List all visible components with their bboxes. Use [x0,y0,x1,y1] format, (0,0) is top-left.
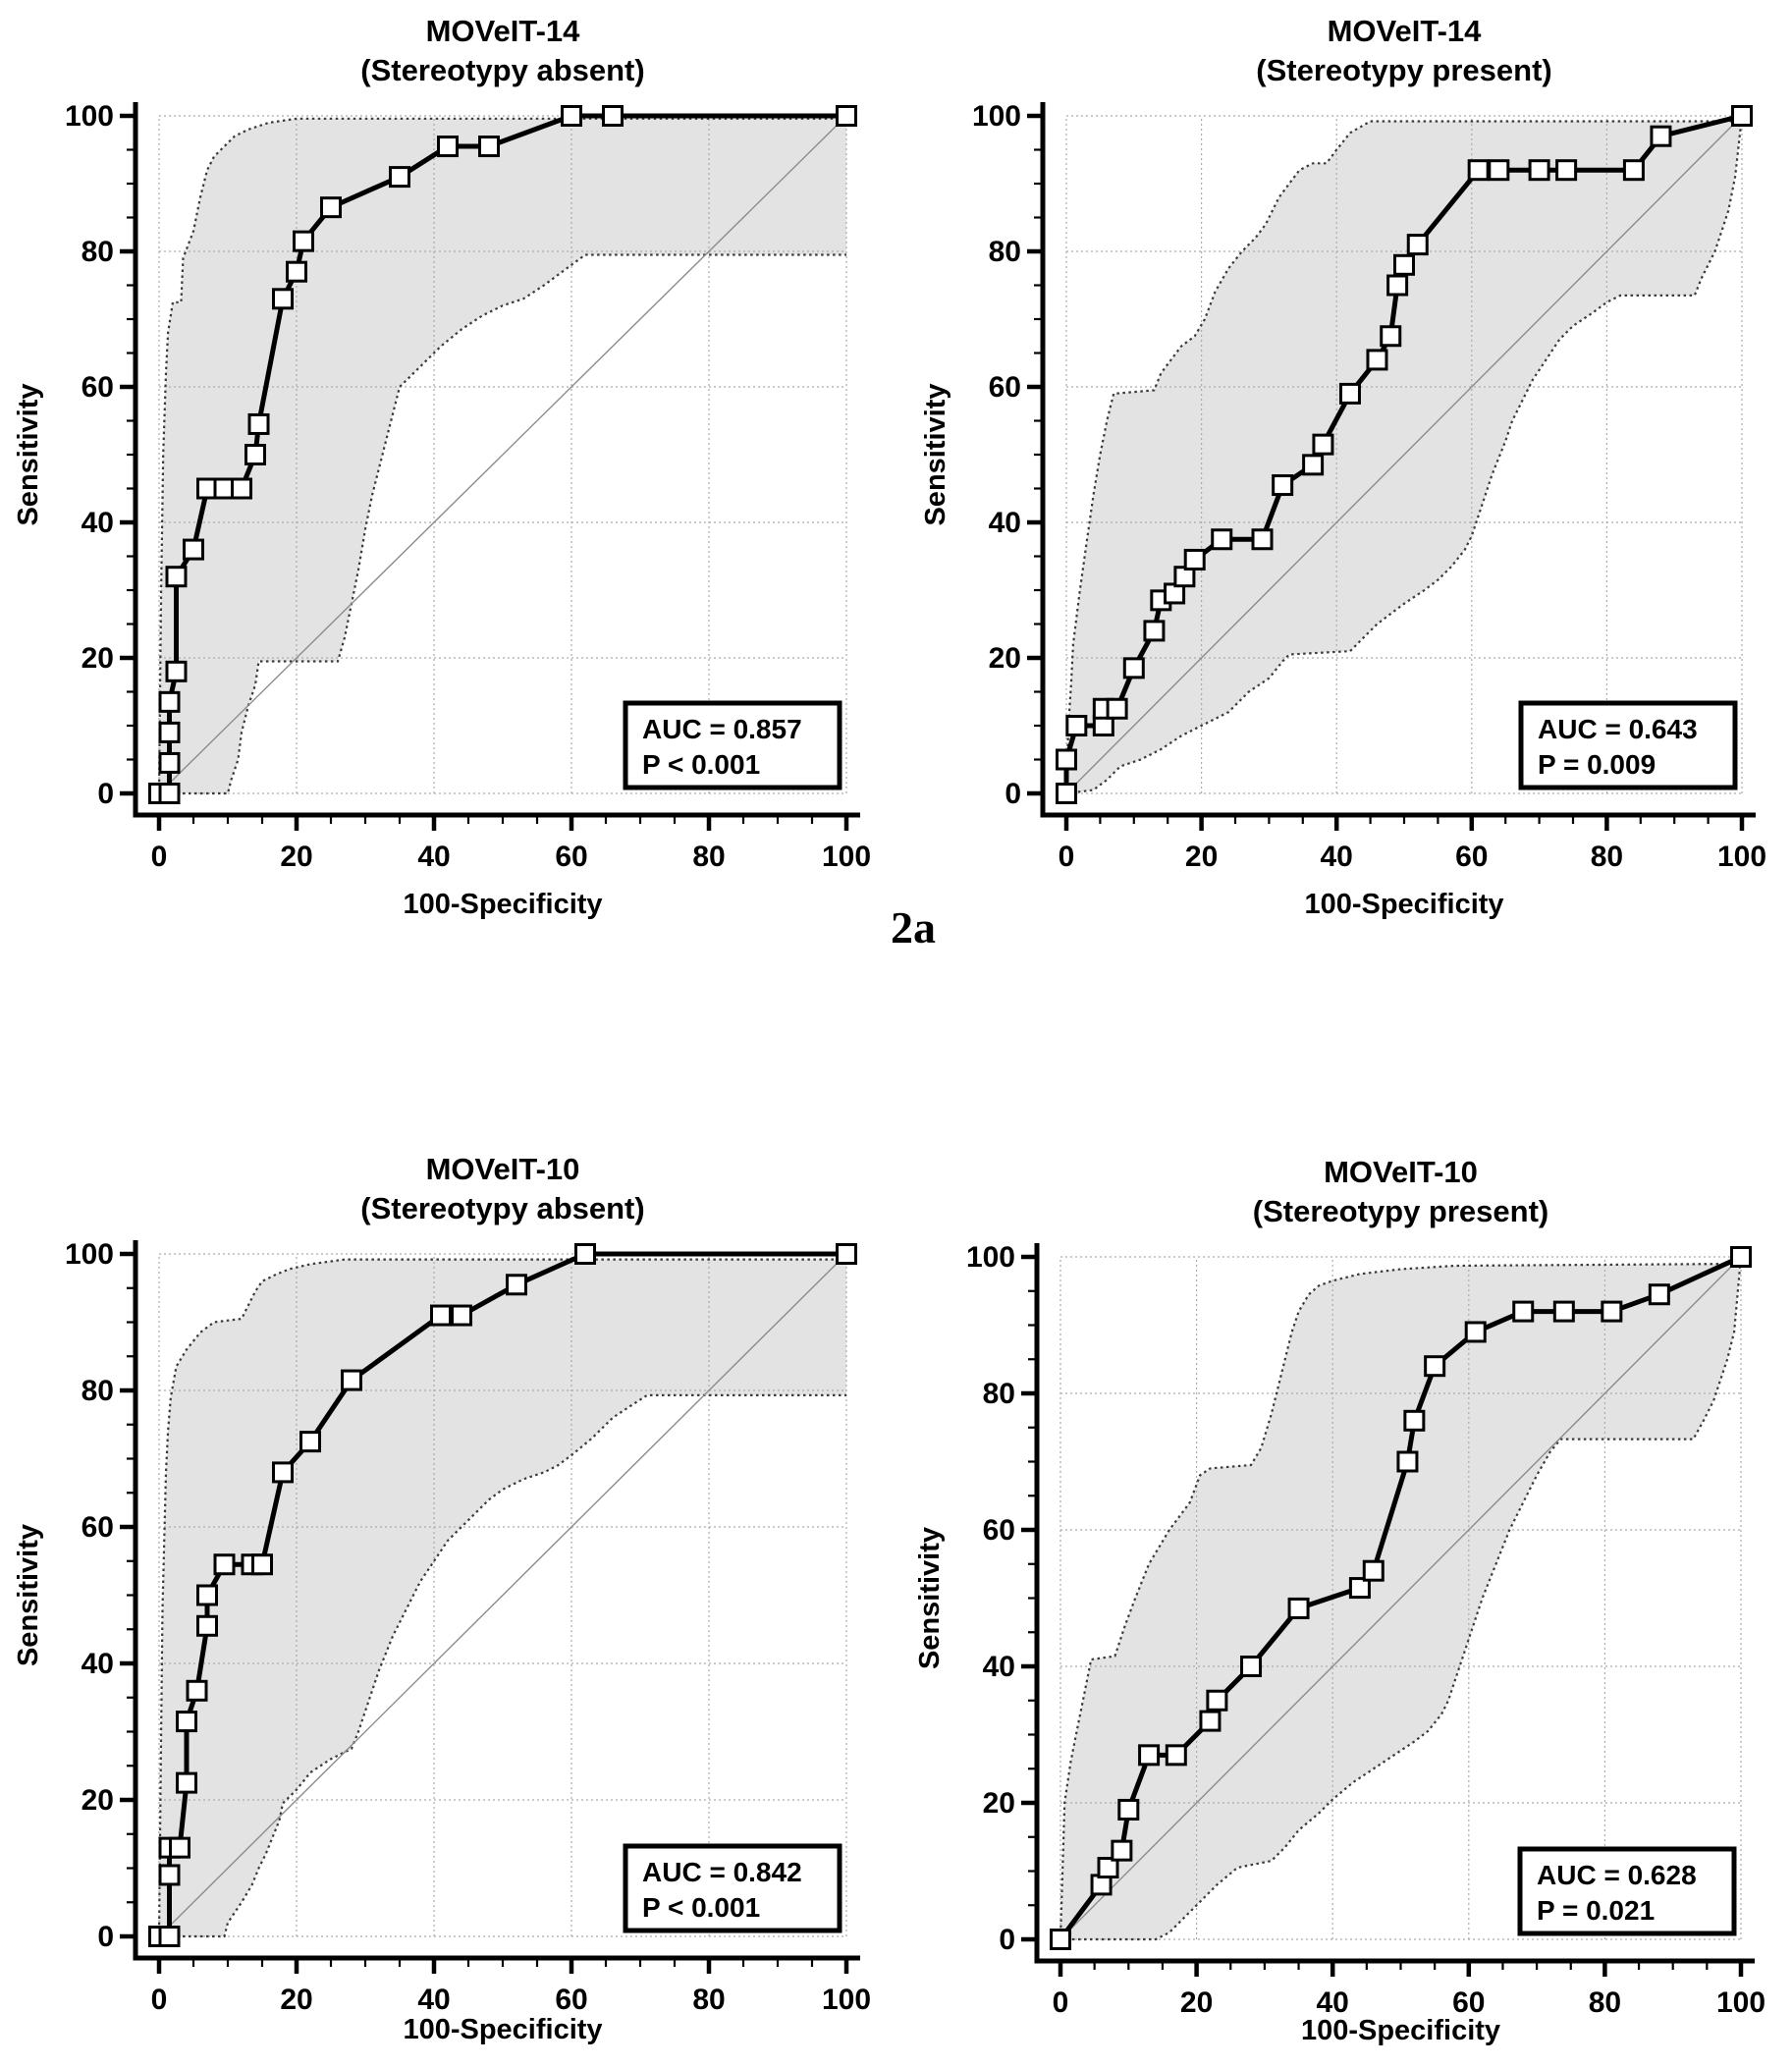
y-tick-label: 0 [97,778,114,810]
roc-marker [160,723,179,741]
roc-marker [160,1866,179,1884]
y-tick-label: 40 [988,507,1021,539]
roc-marker [274,290,293,308]
roc-marker [233,479,251,498]
chart-title: MOVeIT-14 [1327,14,1482,48]
roc-marker [1119,1800,1138,1819]
roc-marker [198,1616,217,1635]
x-tick-label: 100 [821,1984,872,2016]
y-tick-label: 60 [982,1514,1015,1547]
x-tick-label: 80 [1588,1986,1622,2019]
roc-chart-moveit10-stereotypy-present [896,1139,1792,2062]
x-axis-title: 100-Specificity [403,2014,603,2045]
y-tick-label: 40 [81,1648,114,1680]
p-value: P < 0.001 [642,749,761,780]
y-tick-label: 60 [81,371,114,404]
p-value: P = 0.021 [1537,1895,1656,1926]
roc-marker [343,1371,361,1389]
roc-marker [563,107,581,126]
chart-subtitle: (Stereotypy present) [1252,1194,1549,1228]
y-tick-label: 80 [81,236,114,268]
roc-marker [1733,107,1752,126]
roc-marker [432,1306,451,1325]
x-tick-label: 20 [280,1984,313,2016]
roc-marker [1624,161,1643,180]
roc-marker [1514,1302,1533,1321]
roc-marker [508,1276,526,1294]
roc-chart-moveit14-stereotypy-absent [0,0,896,943]
chart-title: MOVeIT-10 [1324,1155,1478,1189]
y-tick-label: 80 [982,1378,1015,1410]
roc-marker [480,137,499,156]
roc-marker [453,1306,471,1325]
roc-marker [1289,1599,1308,1617]
x-tick-label: 60 [555,1984,588,2016]
auc-value: AUC = 0.643 [1538,714,1698,744]
y-tick-label: 0 [1005,778,1021,810]
roc-marker [1145,622,1164,640]
x-tick-label: 60 [555,841,588,873]
chart-title: MOVeIT-10 [425,1152,580,1186]
roc-marker [1340,384,1359,403]
roc-marker [1201,1712,1220,1730]
roc-marker [1242,1658,1261,1676]
roc-marker [215,1555,234,1574]
x-axis-title: 100-Specificity [403,889,603,920]
roc-marker [1052,1931,1070,1949]
y-tick-label: 20 [988,642,1021,675]
x-tick-label: 0 [150,841,168,873]
roc-marker [1185,550,1204,569]
roc-plot-moveit14-present [896,0,1792,943]
roc-marker [1426,1357,1444,1376]
roc-marker [1208,1691,1226,1710]
y-tick-label: 0 [999,1924,1015,1956]
roc-marker [295,232,313,250]
chart-subtitle: (Stereotypy absent) [360,53,645,87]
roc-marker [1398,1452,1417,1471]
y-axis-title: Sensitivity [13,1523,44,1667]
chart-title: MOVeIT-14 [425,14,580,48]
x-tick-label: 40 [1320,841,1353,873]
roc-marker [1388,276,1407,295]
roc-marker [1274,476,1292,495]
roc-marker [1067,717,1086,735]
roc-marker [249,414,268,433]
auc-value: AUC = 0.857 [642,714,802,744]
roc-marker [274,1463,293,1482]
x-tick-label: 80 [692,1984,726,2016]
roc-marker [1213,530,1231,549]
roc-marker [1530,161,1548,180]
roc-marker [301,1433,320,1451]
roc-marker [1405,1411,1424,1430]
roc-marker [178,1773,196,1792]
roc-marker [1108,699,1126,718]
roc-marker [1364,1561,1383,1580]
x-tick-label: 20 [1184,841,1219,873]
roc-marker [604,107,623,126]
roc-marker [838,107,856,126]
roc-marker [576,1245,595,1264]
x-tick-label: 80 [1590,841,1624,873]
roc-marker [1652,127,1670,145]
y-tick-label: 20 [81,642,114,675]
x-axis-title: 100-Specificity [1300,2015,1501,2046]
roc-marker [1113,1841,1131,1860]
p-value: P = 0.009 [1538,749,1656,780]
figure-label: 2a [891,902,936,952]
x-tick-label: 60 [1455,841,1489,873]
x-tick-label: 20 [280,841,313,873]
roc-marker [160,785,179,803]
y-tick-label: 0 [97,1921,114,1953]
chart-subtitle: (Stereotypy absent) [360,1191,645,1225]
roc-marker [1368,351,1386,369]
roc-marker [1124,659,1143,678]
y-tick-label: 80 [988,236,1021,268]
roc-marker [1253,530,1272,549]
y-tick-label: 100 [64,100,114,133]
roc-marker [198,1586,217,1605]
roc-marker [171,1838,190,1857]
roc-marker [322,198,341,217]
roc-marker [1469,161,1488,180]
x-tick-label: 100 [1715,1986,1766,2019]
x-axis-title: 100-Specificity [1304,889,1504,920]
roc-marker [1602,1302,1621,1321]
roc-marker [167,568,186,586]
y-tick-label: 80 [81,1375,114,1407]
roc-marker [1490,161,1508,180]
y-tick-label: 100 [965,1241,1015,1274]
y-tick-label: 20 [982,1787,1015,1820]
roc-marker [1466,1323,1485,1341]
y-tick-label: 100 [64,1238,114,1271]
y-axis-title: Sensitivity [914,1526,946,1670]
roc-marker [188,1681,206,1700]
roc-marker [439,137,458,156]
roc-marker [1058,785,1076,803]
y-axis-title: Sensitivity [920,383,951,526]
roc-marker [391,168,409,187]
auc-value: AUC = 0.842 [642,1857,802,1887]
auc-value: AUC = 0.628 [1537,1860,1697,1890]
x-tick-label: 100 [1716,841,1767,873]
roc-marker [288,262,306,281]
roc-marker [1167,1746,1185,1765]
roc-marker [1382,327,1400,346]
x-tick-label: 40 [417,841,451,873]
roc-chart-moveit10-stereotypy-absent [0,1139,896,2062]
y-tick-label: 60 [988,371,1021,404]
roc-marker [1650,1285,1668,1304]
roc-marker [1732,1248,1751,1267]
x-tick-label: 60 [1452,1986,1486,2019]
roc-marker [160,692,179,711]
roc-marker [1314,435,1332,454]
x-tick-label: 0 [1058,841,1075,873]
roc-marker [1408,236,1427,254]
chart-subtitle: (Stereotypy present) [1256,53,1552,87]
roc-marker [160,1928,179,1946]
y-axis-title: Sensitivity [13,383,44,526]
x-tick-label: 40 [417,1984,451,2016]
roc-marker [1304,456,1323,474]
roc-marker [246,446,265,464]
roc-marker [1557,161,1576,180]
y-tick-label: 40 [982,1651,1015,1683]
y-tick-label: 60 [81,1511,114,1544]
roc-marker [1395,255,1414,274]
roc-marker [178,1713,196,1731]
p-value: P < 0.001 [642,1892,761,1923]
x-tick-label: 0 [150,1984,168,2016]
roc-marker [1554,1302,1573,1321]
y-tick-label: 40 [81,507,114,539]
roc-plot-moveit10-present [896,1139,1792,2062]
x-tick-label: 80 [692,841,726,873]
x-tick-label: 20 [1179,1986,1214,2019]
roc-marker [1058,750,1076,769]
x-tick-label: 0 [1052,1986,1069,2019]
roc-marker [1140,1746,1159,1765]
roc-marker [838,1245,856,1264]
y-tick-label: 100 [971,100,1021,133]
roc-marker [167,662,186,680]
roc-plot-moveit10-absent [0,1139,896,2062]
y-tick-label: 20 [81,1784,114,1817]
roc-marker [185,540,203,559]
roc-marker [160,753,179,772]
x-tick-label: 100 [821,841,872,873]
roc-marker [253,1555,272,1574]
roc-chart-moveit14-stereotypy-present [896,0,1792,943]
x-tick-label: 40 [1316,1986,1349,2019]
roc-plot-moveit14-absent [0,0,896,943]
